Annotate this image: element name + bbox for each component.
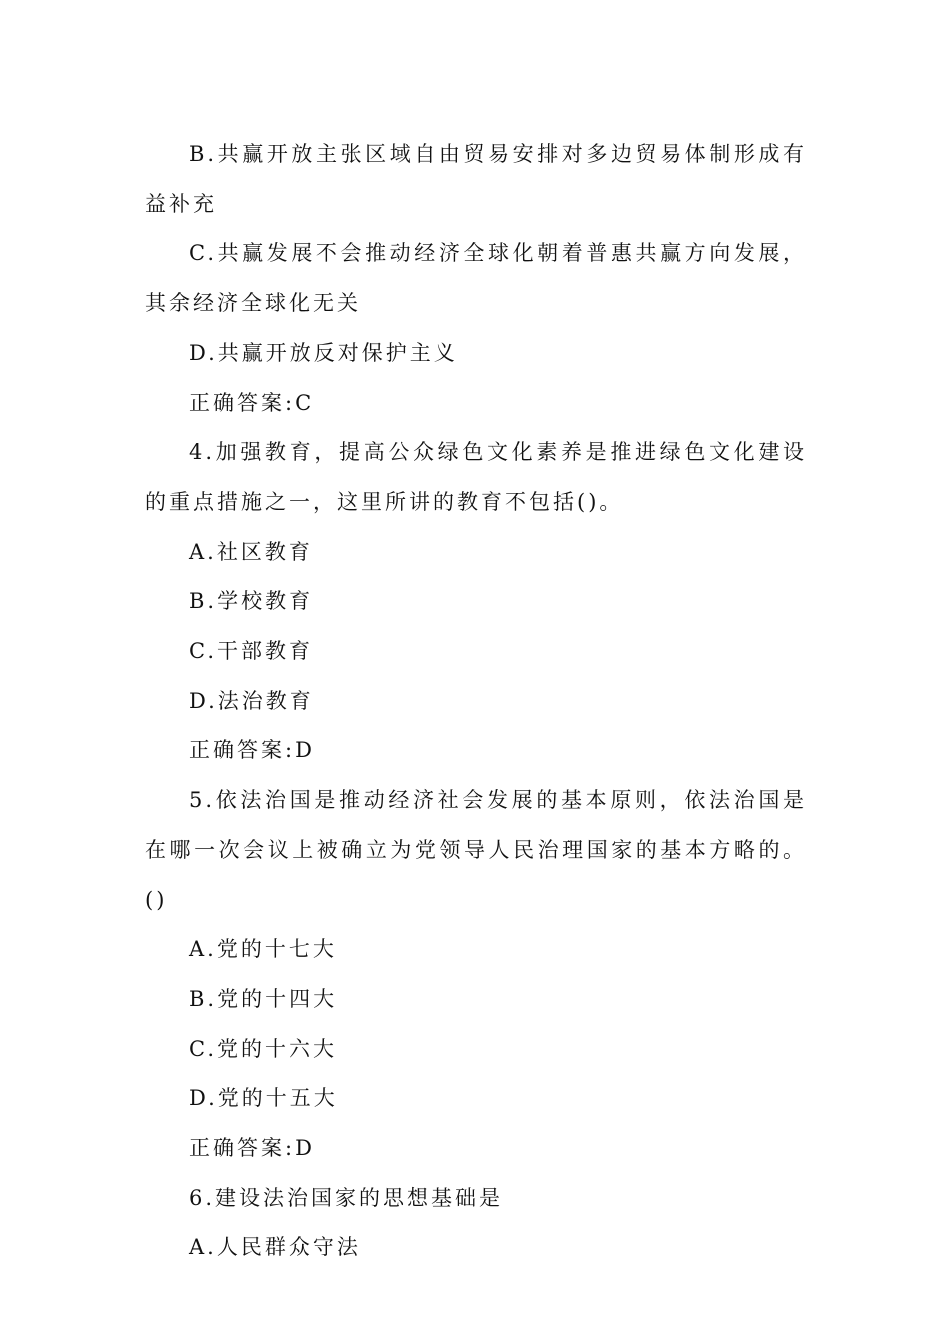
option-c-q5: C.党的十六大 — [189, 1036, 337, 1061]
option-c-q3: C.共赢发展不会推动经济全球化朝着普惠共赢方向发展，其余经济全球化无关 — [145, 241, 807, 316]
option-a-q4: A.社区教育 — [189, 539, 313, 564]
option-b-q3: B.共赢开放主张区域自由贸易安排对多边贸易体制形成有益补充 — [145, 142, 807, 216]
option-c-q4: C.干部教育 — [189, 639, 313, 664]
option-d-q5: D.党的十五大 — [189, 1086, 338, 1111]
answer-q5: 正确答案:D — [189, 1136, 315, 1161]
option-a-q6: A.人民群众守法 — [189, 1235, 361, 1260]
question-5: 5.依法治国是推动经济社会发展的基本原则，依法治国是在哪一次会议上被确立为党领导人民治理国家的基本方略的。() — [145, 788, 807, 912]
option-b-q5: B.党的十四大 — [189, 986, 338, 1011]
document-body — [145, 130, 807, 1273]
option-a-q5: A.党的十七大 — [189, 937, 337, 962]
option-d-q3: D.共赢开放反对保护主义 — [189, 340, 458, 365]
answer-q4: 正确答案:D — [189, 738, 315, 763]
option-b-q4: B.学校教育 — [189, 589, 314, 614]
option-d-q4: D.法治教育 — [189, 688, 314, 713]
question-6: 6.建设法治国家的思想基础是 — [189, 1185, 504, 1210]
answer-q3: 正确答案:C — [189, 390, 315, 415]
question-4: 4.加强教育，提高公众绿色文化素养是推进绿色文化建设的重点措施之一，这里所讲的教育不包括()。 — [145, 440, 807, 514]
